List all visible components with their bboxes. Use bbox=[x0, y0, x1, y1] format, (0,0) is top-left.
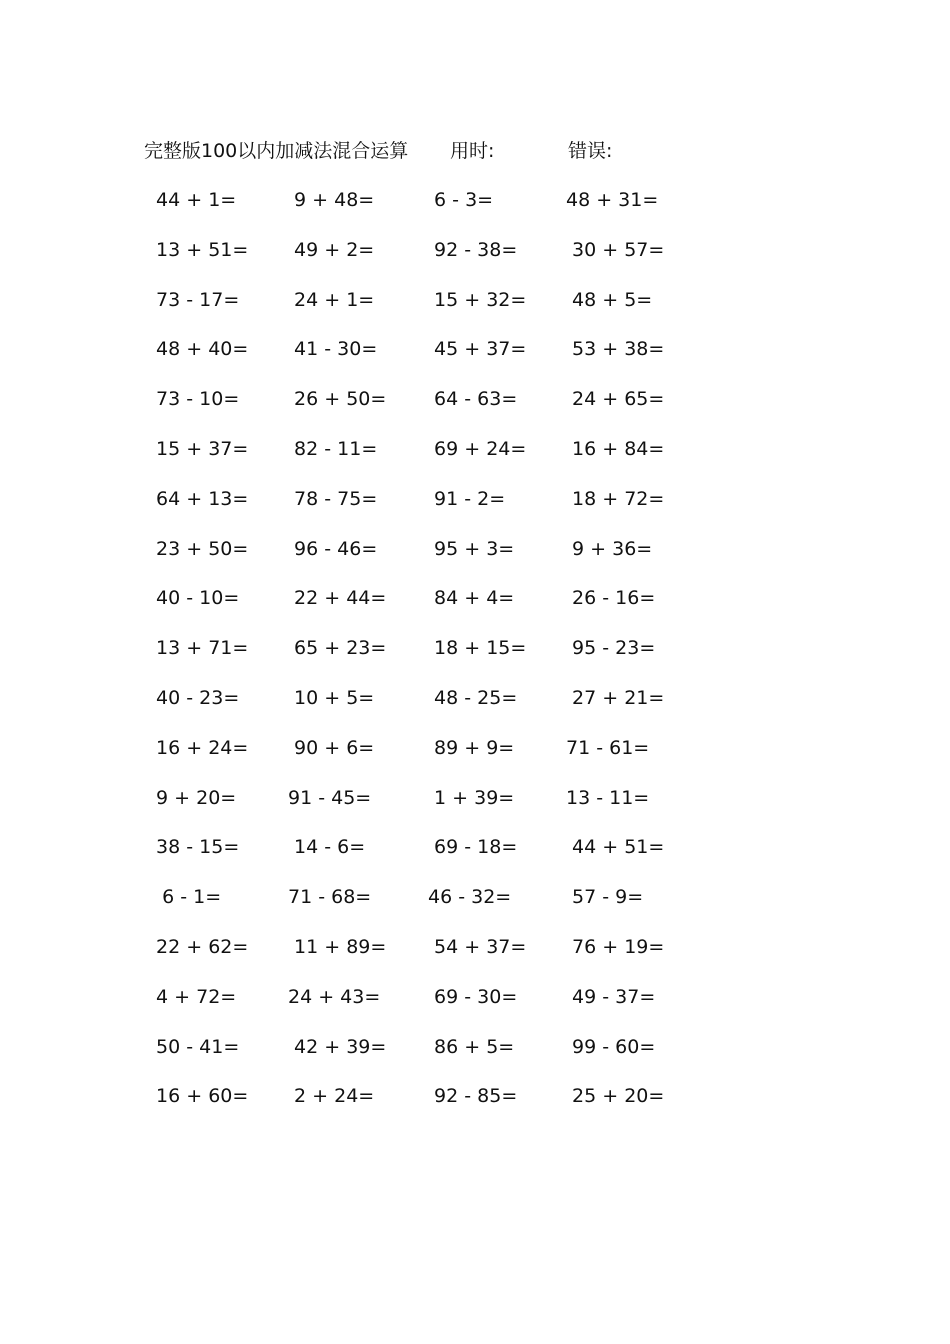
math-problem: 30 + 57= bbox=[566, 238, 665, 261]
math-problem: 23 + 50= bbox=[150, 537, 249, 560]
math-problem: 90 + 6= bbox=[288, 736, 375, 759]
problem-row bbox=[0, 982, 950, 1032]
math-problem: 69 - 18= bbox=[428, 836, 518, 859]
problem-row bbox=[0, 334, 950, 384]
error-count-label: 错误: bbox=[568, 140, 613, 162]
problem-row bbox=[0, 484, 950, 534]
math-problem: 9 + 20= bbox=[150, 786, 237, 809]
problem-row bbox=[0, 235, 950, 285]
math-problem: 91 - 45= bbox=[288, 786, 372, 809]
math-problem: 15 + 32= bbox=[428, 288, 527, 311]
math-problem: 24 + 43= bbox=[288, 985, 381, 1008]
problem-row bbox=[0, 285, 950, 335]
math-problem: 1 + 39= bbox=[428, 786, 515, 809]
math-problem: 11 + 89= bbox=[288, 935, 387, 958]
math-problem: 92 - 85= bbox=[428, 1085, 518, 1108]
math-problem: 38 - 15= bbox=[150, 836, 240, 859]
math-problem: 73 - 17= bbox=[150, 288, 240, 311]
worksheet-header bbox=[0, 136, 950, 166]
math-problem: 40 - 23= bbox=[150, 686, 240, 709]
math-problem: 25 + 20= bbox=[566, 1085, 665, 1108]
math-problem: 6 - 1= bbox=[150, 886, 222, 909]
math-problem: 9 + 48= bbox=[288, 189, 375, 211]
math-problem: 44 + 51= bbox=[566, 836, 665, 859]
math-problem: 2 + 24= bbox=[288, 1085, 375, 1108]
math-problem: 44 + 1= bbox=[150, 189, 237, 211]
math-problem: 18 + 72= bbox=[566, 487, 665, 510]
math-problem: 76 + 19= bbox=[566, 935, 665, 958]
math-problem: 48 + 5= bbox=[566, 288, 653, 311]
math-problem: 49 + 2= bbox=[288, 238, 375, 261]
math-problem: 91 - 2= bbox=[428, 487, 506, 510]
problem-row bbox=[0, 434, 950, 484]
math-problem: 16 + 24= bbox=[150, 736, 249, 759]
math-problem: 49 - 37= bbox=[566, 985, 656, 1008]
math-problem: 27 + 21= bbox=[566, 686, 665, 709]
math-problem: 18 + 15= bbox=[428, 637, 527, 660]
math-problem: 4 + 72= bbox=[150, 985, 237, 1008]
math-problem: 42 + 39= bbox=[288, 1035, 387, 1058]
math-problem: 54 + 37= bbox=[428, 935, 527, 958]
problem-row bbox=[0, 1032, 950, 1082]
problem-row bbox=[0, 185, 950, 235]
math-problem: 69 - 30= bbox=[428, 985, 518, 1008]
math-problem: 48 - 25= bbox=[428, 686, 518, 709]
math-problem: 69 + 24= bbox=[428, 437, 527, 460]
math-problem: 6 - 3= bbox=[428, 189, 494, 211]
worksheet-title: 完整版100以内加减法混合运算 bbox=[144, 140, 409, 162]
problem-row bbox=[0, 683, 950, 733]
math-problem: 53 + 38= bbox=[566, 338, 665, 361]
math-problem: 78 - 75= bbox=[288, 487, 378, 510]
math-problem: 13 + 71= bbox=[150, 637, 249, 660]
math-problem: 64 - 63= bbox=[428, 388, 518, 411]
problem-row bbox=[0, 384, 950, 434]
problem-row bbox=[0, 633, 950, 683]
math-problem: 16 + 60= bbox=[150, 1085, 249, 1108]
math-problem: 86 + 5= bbox=[428, 1035, 515, 1058]
math-problem: 14 - 6= bbox=[288, 836, 366, 859]
math-problem: 82 - 11= bbox=[288, 437, 378, 460]
problem-row bbox=[0, 832, 950, 882]
math-problem: 45 + 37= bbox=[428, 338, 527, 361]
math-problem: 16 + 84= bbox=[566, 437, 665, 460]
math-problem: 57 - 9= bbox=[566, 886, 644, 909]
math-problem: 71 - 68= bbox=[288, 886, 372, 909]
time-used-label: 用时: bbox=[450, 140, 495, 162]
math-problem: 73 - 10= bbox=[150, 388, 240, 411]
math-problem: 13 + 51= bbox=[150, 238, 249, 261]
math-problem: 48 + 40= bbox=[150, 338, 249, 361]
math-problem: 26 + 50= bbox=[288, 388, 387, 411]
math-problem: 64 + 13= bbox=[150, 487, 249, 510]
math-problem: 40 - 10= bbox=[150, 587, 240, 610]
math-problem: 9 + 36= bbox=[566, 537, 653, 560]
math-problem: 26 - 16= bbox=[566, 587, 656, 610]
math-problem: 95 - 23= bbox=[566, 637, 656, 660]
problem-row bbox=[0, 583, 950, 633]
math-problem: 95 + 3= bbox=[428, 537, 515, 560]
math-problem: 48 + 31= bbox=[566, 189, 659, 211]
math-problem: 22 + 44= bbox=[288, 587, 387, 610]
problem-grid bbox=[0, 185, 950, 1131]
math-problem: 96 - 46= bbox=[288, 537, 378, 560]
math-problem: 89 + 9= bbox=[428, 736, 515, 759]
math-problem: 15 + 37= bbox=[150, 437, 249, 460]
math-problem: 99 - 60= bbox=[566, 1035, 656, 1058]
problem-row bbox=[0, 932, 950, 982]
math-problem: 13 - 11= bbox=[566, 786, 650, 809]
problem-row bbox=[0, 733, 950, 783]
math-problem: 24 + 65= bbox=[566, 388, 665, 411]
math-problem: 71 - 61= bbox=[566, 736, 650, 759]
math-problem: 65 + 23= bbox=[288, 637, 387, 660]
problem-row bbox=[0, 783, 950, 833]
math-problem: 84 + 4= bbox=[428, 587, 515, 610]
math-problem: 92 - 38= bbox=[428, 238, 518, 261]
problem-row bbox=[0, 534, 950, 584]
math-problem: 50 - 41= bbox=[150, 1035, 240, 1058]
math-problem: 24 + 1= bbox=[288, 288, 375, 311]
math-problem: 46 - 32= bbox=[428, 886, 512, 909]
math-problem: 22 + 62= bbox=[150, 935, 249, 958]
problem-row bbox=[0, 1081, 950, 1131]
math-problem: 10 + 5= bbox=[288, 686, 375, 709]
problem-row bbox=[0, 882, 950, 932]
math-problem: 41 - 30= bbox=[288, 338, 378, 361]
